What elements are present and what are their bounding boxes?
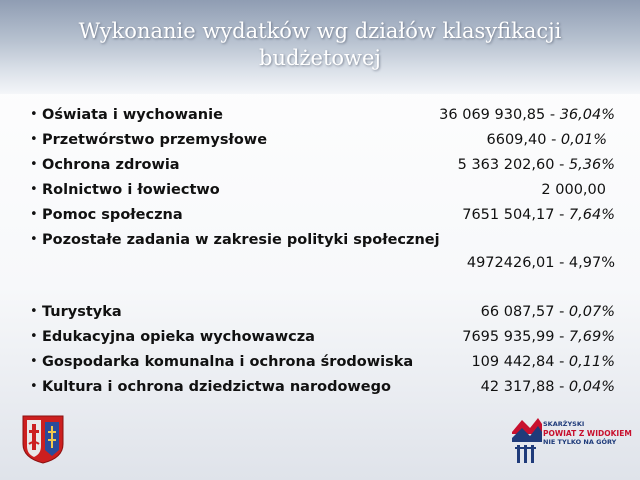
item-label: Gospodarka komunalna i ochrona środowiska [42,354,414,370]
coat-of-arms-icon [21,414,65,464]
item-value: 7651 504,17 - 7,64% [462,207,615,223]
bullet: • [30,354,38,369]
item-value: 2 000,00 [541,182,606,198]
brand-line-3: NIE TYLKO NA GÓRY [543,438,617,446]
list-item [30,131,615,156]
brand-line-2: POWIAT Z WIDOKIEM [543,429,632,438]
item-value: 4972426,01 - 4,97% [466,255,615,271]
list-item [30,156,615,181]
item-label: Edukacyjna opieka wychowawcza [42,329,315,345]
list-item [30,328,615,353]
bullet: • [30,329,38,344]
list-item [30,353,615,378]
item-value: 7695 935,99 - 7,69% [462,329,615,345]
powiat-logo-icon [510,412,630,466]
slide-title: Wykonanie wydatków wg działów klasyfikacji budżetowej [78,19,562,70]
item-value: 109 442,84 - 0,11% [471,354,615,370]
brand-text [543,420,632,447]
item-label: Pomoc społeczna [42,207,183,223]
list-item [30,181,615,206]
bullet: • [30,107,38,122]
bullet: • [30,232,38,247]
bullet: • [30,182,38,197]
list-item [30,231,615,283]
bullet: • [30,304,38,319]
expense-list [30,106,615,403]
item-value: 66 087,57 - 0,07% [480,304,615,320]
bullet: • [30,132,38,147]
item-value: 42 317,88 - 0,04% [480,379,615,395]
item-value: 6609,40 - 0,01% [486,132,607,148]
item-label: Ochrona zdrowia [42,157,180,173]
item-label: Turystyka [42,304,122,320]
item-label: Oświata i wychowanie [42,107,223,123]
item-label: Rolnictwo i łowiectwo [42,182,220,198]
bullet: • [30,379,38,394]
item-label: Kultura i ochrona dziedzictwa narodowego [42,379,391,395]
bullet: • [30,207,38,222]
brand-line-1: SKARŻYSKI [543,420,585,428]
list-item [30,106,615,131]
list-item [30,378,615,403]
mountain-mark-icon [510,412,544,466]
item-label: Przetwórstwo przemysłowe [42,132,268,148]
bullet: • [30,157,38,172]
list-item [30,303,615,328]
list-item [30,206,615,231]
item-value: 36 069 930,85 - 36,04% [439,107,615,123]
item-label: Pozostałe zadania w zakresie polityki społecznej [42,232,440,248]
item-value: 5 363 202,60 - 5,36% [457,157,615,173]
